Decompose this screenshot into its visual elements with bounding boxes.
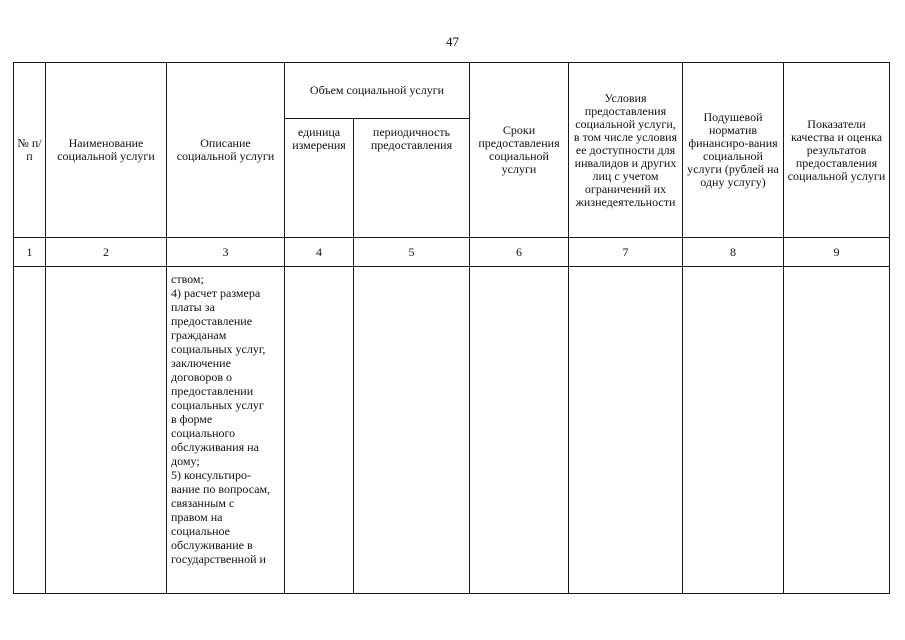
column-number-4: 4 — [316, 244, 322, 259]
header-service-volume: Объем социальной услуги — [309, 83, 445, 97]
header-financing-standard: Подушевой норматив финансиро-вания социальной услуги (рублей на одну услугу) — [687, 110, 779, 189]
description-line: социальных услуг, — [171, 342, 266, 356]
description-line: предоставлении — [171, 384, 254, 398]
description-line: вание по вопросам, — [171, 482, 271, 496]
description-line: предоставление — [171, 314, 253, 328]
description-line: государственной и — [171, 552, 266, 566]
description-line: ством; — [171, 272, 204, 286]
column-number-5: 5 — [408, 244, 415, 259]
column-number-7: 7 — [622, 244, 629, 259]
column-number-1: 1 — [26, 244, 33, 259]
description-line: заключение — [171, 356, 231, 370]
table-border-bottom — [13, 593, 890, 594]
description-line: дому; — [171, 454, 200, 468]
header-number: № п/п — [17, 136, 42, 163]
description-line: платы за — [171, 300, 215, 314]
description-line: обслуживание в — [171, 538, 253, 552]
header-conditions: Условия предоставления социальной услуги, в том числе условия ее доступности для инвалидов и других лиц с учетом ограничений их жизнедеятельности — [573, 90, 678, 209]
description-line: социального — [171, 426, 236, 440]
description-line: в форме — [171, 412, 213, 426]
description-line: социальное — [171, 524, 230, 538]
column-number-8: 8 — [730, 244, 736, 259]
column-number-9: 9 — [833, 244, 840, 259]
description-line: социальных услуг — [171, 398, 264, 412]
description-line: 5) консультиро- — [171, 468, 251, 482]
header-quality-indicators: Показатели качества и оценка результатов предоставления социальной услуги — [787, 116, 886, 183]
column-number-2: 2 — [103, 244, 109, 259]
column-number-6: 6 — [516, 244, 522, 259]
header-terms: Сроки предоставления социальной услуги — [478, 123, 560, 176]
col-sep-4 — [353, 118, 354, 594]
description-line: правом на — [171, 510, 223, 524]
header-service-name: Наименование социальной услуги — [57, 136, 155, 163]
description-line: 4) расчет размера — [171, 286, 261, 300]
column-number-3: 3 — [222, 244, 229, 259]
numbers-row-bottom-line — [13, 266, 890, 267]
header-unit-of-measure: единица измерения — [292, 125, 346, 152]
description-line: связанным с — [171, 496, 235, 510]
header-periodicity: периодичность предоставления — [370, 125, 453, 152]
description-line: обслуживания на — [171, 440, 259, 454]
service-description-text — [171, 272, 283, 566]
description-line: гражданам — [171, 328, 227, 342]
description-line: договоров о — [171, 370, 232, 384]
services-table — [13, 62, 890, 594]
table-border-right — [889, 62, 890, 594]
header-service-description: Описание социальной услуги — [176, 136, 275, 163]
page-number: 47 — [446, 34, 459, 49]
